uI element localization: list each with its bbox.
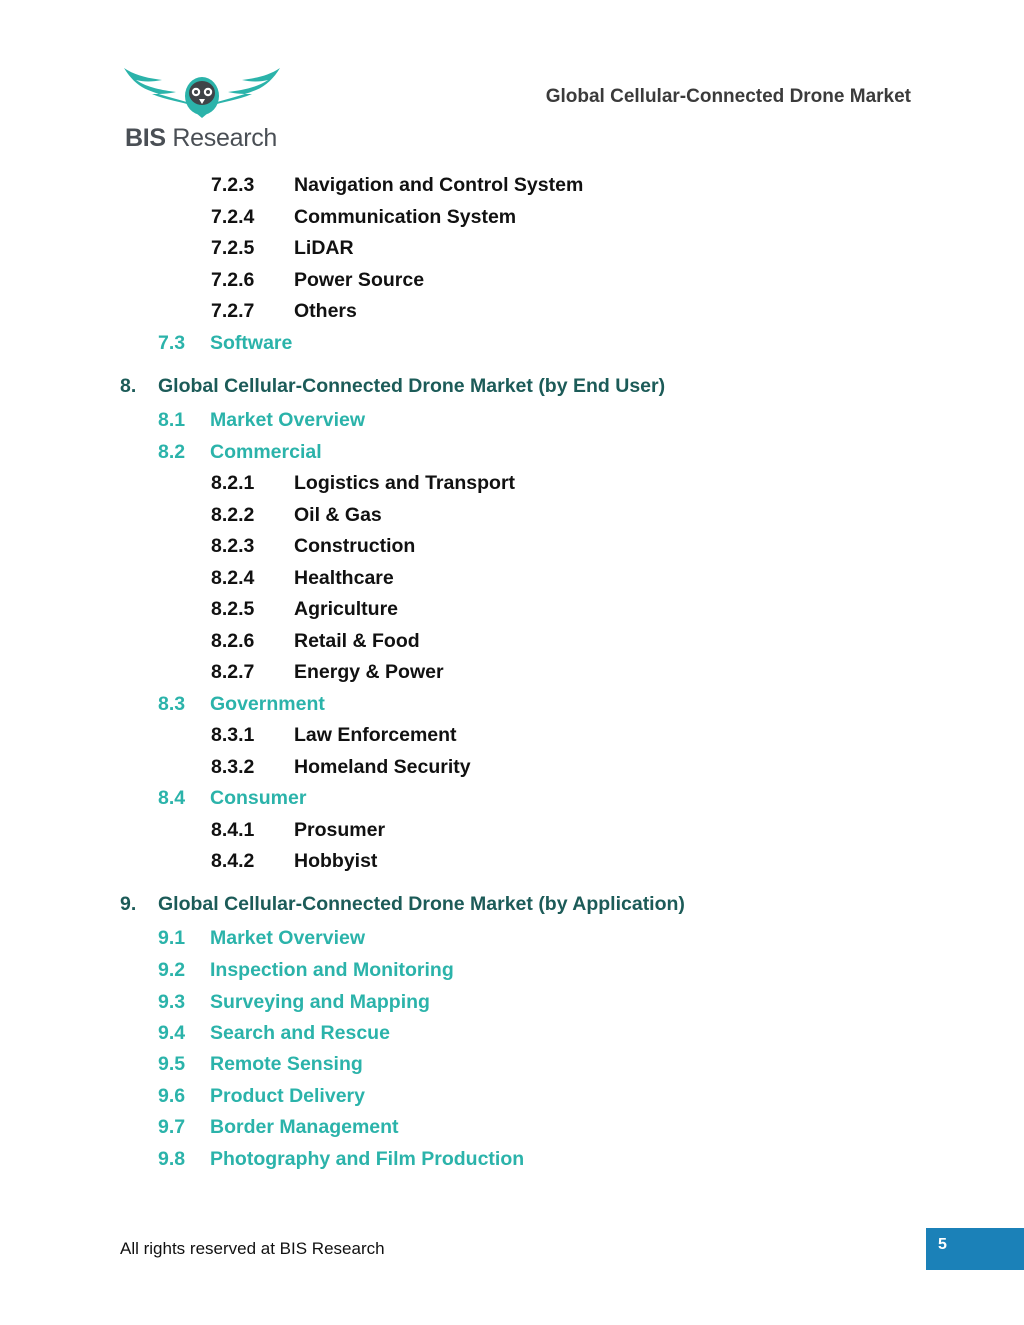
toc-label: Energy & Power — [294, 661, 444, 683]
toc-label: Power Source — [294, 269, 425, 291]
toc-number: 9.6 — [158, 1085, 186, 1107]
toc-number: 8.4.2 — [211, 850, 255, 872]
toc-number: 8.1 — [158, 409, 186, 431]
toc-number: 8.3 — [158, 693, 186, 715]
toc-label: Software — [210, 332, 293, 354]
toc-number: 7.2.7 — [211, 300, 255, 322]
toc-number: 9.8 — [158, 1148, 186, 1170]
page-header-title: Global Cellular-Connected Drone Market — [545, 86, 911, 107]
toc-label: Product Delivery — [210, 1085, 365, 1107]
toc-number: 8.2.2 — [211, 504, 255, 526]
toc-number: 7.3 — [158, 332, 186, 354]
toc-label: Photography and Film Production — [210, 1148, 525, 1170]
toc-number: 8.2.3 — [211, 535, 255, 557]
toc-number: 9.7 — [158, 1116, 186, 1138]
owl-icon — [122, 66, 282, 124]
toc-number: 8.2.4 — [211, 567, 255, 589]
page-number-box — [926, 1228, 1024, 1270]
toc-label: Hobbyist — [294, 850, 378, 872]
footer-copyright: All rights reserved at BIS Research — [120, 1239, 385, 1258]
toc-number: 9.5 — [158, 1053, 186, 1075]
toc-number: 8.2.6 — [211, 630, 255, 652]
toc-label: Market Overview — [210, 409, 366, 431]
toc-label: Consumer — [210, 787, 307, 809]
logo-wordmark — [125, 124, 277, 153]
toc-label: Oil & Gas — [294, 504, 382, 526]
toc-number: 8.2.5 — [211, 598, 255, 620]
toc-number: 9.4 — [158, 1022, 186, 1044]
toc-number: 8.4.1 — [211, 819, 255, 841]
toc-number: 8.4 — [158, 787, 186, 809]
toc-label: Market Overview — [210, 927, 366, 949]
toc-label: Prosumer — [294, 819, 386, 841]
toc-number: 8.2.1 — [211, 472, 255, 494]
toc-label: Homeland Security — [294, 756, 471, 778]
page-number: 5 — [938, 1236, 947, 1253]
toc-label: Healthcare — [294, 567, 394, 589]
toc-label: Logistics and Transport — [294, 472, 516, 494]
toc-number: 9.3 — [158, 991, 186, 1013]
toc-number: 7.2.4 — [211, 206, 255, 228]
toc-label: LiDAR — [294, 237, 354, 259]
bis-research-logo — [122, 66, 282, 152]
toc-number: 7.2.5 — [211, 237, 255, 259]
toc-label: Surveying and Mapping — [210, 991, 430, 1013]
toc-label: Communication System — [294, 206, 517, 228]
toc-label: Agriculture — [294, 598, 399, 620]
toc-label: Global Cellular-Connected Drone Market (by End User) — [158, 375, 666, 397]
logo-bold-text: BIS — [125, 124, 166, 152]
toc-number: 7.2.3 — [211, 174, 255, 196]
toc-label: Construction — [294, 535, 416, 557]
toc-label: Others — [294, 300, 357, 322]
toc-label: Remote Sensing — [210, 1053, 363, 1075]
toc-number: 9.2 — [158, 959, 186, 981]
toc-label: Government — [210, 693, 325, 715]
toc-label: Law Enforcement — [294, 724, 457, 746]
toc-number: 9.1 — [158, 927, 186, 949]
logo-light-text: Research — [165, 124, 278, 152]
toc-number: 9. — [120, 893, 137, 915]
toc-label: Inspection and Monitoring — [210, 959, 454, 981]
toc-number: 8.2.7 — [211, 661, 255, 683]
toc-label: Commercial — [210, 441, 322, 463]
toc-label: Search and Rescue — [210, 1022, 390, 1044]
toc-label: Retail & Food — [294, 630, 420, 652]
toc-number: 8.3.2 — [211, 756, 255, 778]
toc-label: Border Management — [210, 1116, 399, 1138]
toc-number: 8. — [120, 375, 137, 397]
toc-label: Global Cellular-Connected Drone Market (by Application) — [158, 893, 685, 915]
toc-label: Navigation and Control System — [294, 174, 584, 196]
toc-number: 8.3.1 — [211, 724, 255, 746]
toc-number: 8.2 — [158, 441, 186, 463]
toc-number: 7.2.6 — [211, 269, 255, 291]
